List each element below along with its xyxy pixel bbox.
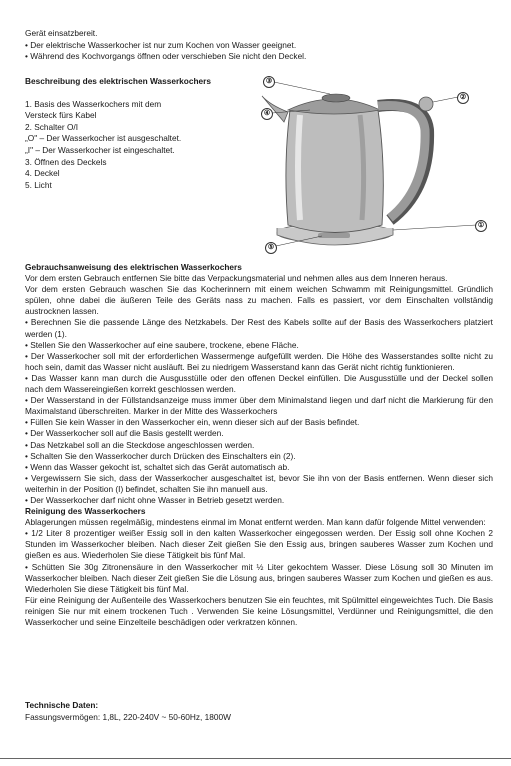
intro-block (25, 28, 495, 63)
usage-paragraph: Vor dem ersten Gebrauch entfernen Sie bitte das Verpackungsmaterial und nehmen alles aus dem Inneren heraus. (25, 273, 448, 284)
usage-paragraph: • Das Wasser kann man durch die Ausgusstülle oder den offenen Deckel einfüllen. Die Ausgusstülle und der Deckel sollen nach dem Wassereingießen korrekt geschlossen werden. (25, 372, 493, 395)
callout-1: ① (475, 220, 487, 232)
technical-block (25, 700, 493, 723)
description-item: 1. Basis des Wasserkochers mit dem (25, 98, 162, 109)
callout-3: ③ (263, 76, 275, 88)
usage-block (25, 262, 493, 628)
intro-line: • Der elektrische Wasserkocher ist nur zum Kochen von Wasser geeignet. (25, 39, 297, 50)
callout-4: ④ (261, 108, 273, 120)
usage-paragraph: • Stellen Sie den Wasserkocher auf eine saubere, trockene, ebene Fläche. (25, 339, 299, 350)
description-item: Versteck fürs Kabel (25, 110, 97, 121)
cleaning-paragraph: • Schütten Sie 30g Zitronensäure in den Wasserkocher mit ½ Liter gekochtem Wasser. Diese Lösung soll 30 Minuten im Wasserkocher bleiben. Nach dieser Zeit gießen Sie die Lösung aus, bringen sauberes Wasser zum Kochen und gießen es aus. Wiederholen Sie diese Tätigkeit bis fünf Mal. (25, 561, 493, 594)
usage-paragraph: • Der Wasserkocher soll auf die Basis gestellt werden. (25, 428, 224, 439)
usage-paragraph: • Vergewissern Sie sich, dass der Wasserkocher ausgeschaltet ist, bevor Sie ihn von der Basis entfernen. Wenn dieser sich weiterhin in der Position (I) befindet, schalten Sie ihn manuell aus. (25, 472, 493, 494)
usage-paragraph: • Der Wasserstand in der Füllstandsanzeige muss immer über dem Minimalstand liegen und darf nicht die Markierung für den Maximalstand überschreiten. Marker in der Mitte des Wasserkochers (25, 395, 493, 417)
page-bottom-divider (0, 758, 511, 759)
cleaning-heading: Reinigung des Wasserkochers (25, 506, 146, 517)
intro-line: • Während des Kochvorgangs öffnen oder verschieben Sie nicht den Deckel. (25, 51, 307, 62)
cleaning-paragraph: • 1/2 Liter 8 prozentiger weißer Essig soll in den kalten Wasserkocher eingegossen werden. Der Essig soll ohne Kochen 2 Stunden im Wasserkocher bleiben. Nach dieser Zeit gießen Sie den Essig aus, bringen sauberes Wasser zum Kochen und gießen es aus. Wiederholen Sie diese Tätigkeit bis fünf Mal. (25, 528, 493, 561)
description-item: „I" – Der Wasserkocher ist eingeschaltet. (25, 144, 175, 155)
usage-paragraph: • Der Wasserkocher soll mit der erforderlichen Wassermenge aufgefüllt werden. Die Höhe des Wasserstandes sollte nicht zu hoch sein, damit das Wasser nicht ausläuft. Bei zu niedrigem Wasserstand kann das Gerät nicht richtig funktionieren. (25, 350, 493, 372)
description-item: 2. Schalter O/I (25, 121, 79, 132)
usage-paragraph: • Berechnen Sie die passende Länge des Netzkabels. Der Rest des Kabels sollte auf der Basis des Wasserkochers platziert werden (1). (25, 317, 493, 339)
usage-paragraph: • Das Netzkabel soll an die Steckdose angeschlossen werden. (25, 439, 255, 450)
description-item: „O" – Der Wasserkocher ist ausgeschaltet. (25, 133, 182, 144)
intro-line: Gerät einsatzbereit. (25, 28, 98, 38)
usage-heading: Gebrauchsanweisung des elektrischen Wasserkochers (25, 262, 242, 272)
technical-heading: Technische Daten: (25, 700, 99, 710)
description-item: 5. Licht (25, 179, 52, 190)
description-block (25, 76, 265, 191)
callout-5: ⑤ (265, 242, 277, 254)
usage-paragraph: • Wenn das Wasser gekocht ist, schaltet sich das Gerät automatisch ab. (25, 461, 290, 472)
callout-2: ② (457, 92, 469, 104)
cleaning-paragraph: Ablagerungen müssen regelmäßig, mindestens einmal im Monat entfernt werden. Man kann dafür folgende Mittel verwenden: (25, 517, 486, 528)
usage-paragraph: • Der Wasserkocher darf nicht ohne Wasser in Betrieb gesetzt werden. (25, 494, 285, 505)
usage-paragraph: • Schalten Sie den Wasserkocher durch Drücken des Einschalters ein (2). (25, 450, 296, 461)
technical-line: Fassungsvermögen: 1,8L, 220-240V ~ 50-60Hz, 1800W (25, 711, 231, 722)
description-item: 4. Deckel (25, 168, 60, 179)
description-heading: Beschreibung des elektrischen Wasserkochers (25, 76, 211, 86)
usage-paragraph: Vor dem ersten Gebrauch waschen Sie das Kocherinnern mit einem weichen Schwamm mit Reinigungsmittel. Gründlich spülen, ohne dabei die äußeren Teile des Geräts nass zu machen. Falls es passiert, vor dem Einschalten vollständig austrocknen lassen. (25, 284, 493, 317)
kettle-figure (250, 70, 505, 265)
usage-paragraph: • Füllen Sie kein Wasser in den Wasserkocher ein, wenn dieser sich auf der Basis befindet. (25, 417, 360, 428)
description-item: 3. Öffnen des Deckels (25, 156, 107, 167)
cleaning-paragraph: Für eine Reinigung der Außenteile des Wasserkochers benutzen Sie ein feuchtes, mit Spülmittel eingeweichtes Tuch. Die Basis reinigen Sie nur mit einem trockenen Tuch . Verwenden Sie keine Lösungsmittel, Verdünner und Reinigungsmittel, die den Wasserkocher und seine Einzelteile beschädigen oder verkratzen können. (25, 594, 493, 627)
